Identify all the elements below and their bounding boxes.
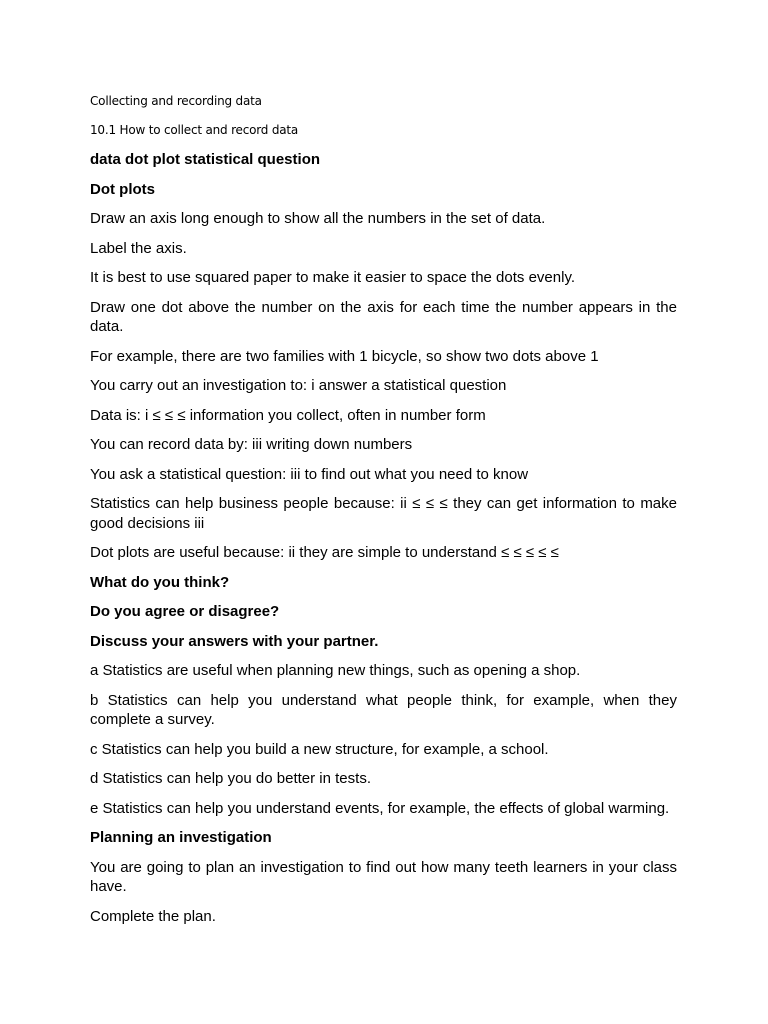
think-heading: What do you think? [90, 573, 230, 591]
matching-line: Data is: i ≤ ≤ ≤ information you collect, often in number form [90, 406, 486, 424]
planning-instruction: Complete the plan. [90, 907, 216, 925]
section-title: 10.1 How to collect and record data [90, 123, 299, 137]
statement-item: d Statistics can help you do better in tests. [90, 770, 371, 787]
chapter-title: Collecting and recording data [90, 94, 262, 108]
matching-line: Statistics can help business people because: ii ≤ ≤ ≤ they can get information to make good decisions iii [90, 495, 677, 532]
discuss-heading: Discuss your answers with your partner. [90, 632, 379, 650]
matching-line: You carry out an investigation to: i answer a statistical question [90, 377, 507, 394]
dot-plot-step: Draw one dot above the number on the axis for each time the number appears in the data. [90, 298, 677, 335]
dot-plot-step: It is best to use squared paper to make it easier to space the dots evenly. [90, 269, 575, 286]
matching-line: You can record data by: iii writing down numbers [90, 436, 413, 453]
dot-plot-example: For example, there are two families with 1 bicycle, so show two dots above 1 [90, 347, 599, 365]
key-words: data dot plot statistical question [90, 151, 321, 168]
planning-heading: Planning an investigation [90, 829, 272, 846]
agree-heading: Do you agree or disagree? [90, 603, 280, 620]
matching-line: Dot plots are useful because: ii they are simple to understand ≤ ≤ ≤ ≤ ≤ [90, 544, 559, 561]
planning-intro: You are going to plan an investigation to find out how many teeth learners in your class have. [90, 858, 677, 895]
document-body [90, 92, 677, 926]
dot-plot-step: Draw an axis long enough to show all the numbers in the set of data. [90, 210, 546, 227]
statement-item: b Statistics can help you understand what people think, for example, when they complete a survey. [90, 691, 677, 728]
dot-plots-heading: Dot plots [90, 180, 155, 198]
statement-item: a Statistics are useful when planning new things, such as opening a shop. [90, 662, 581, 679]
statement-item: c Statistics can help you build a new structure, for example, a school. [90, 740, 549, 758]
matching-line: You ask a statistical question: iii to find out what you need to know [90, 465, 529, 483]
dot-plot-step: Label the axis. [90, 239, 187, 257]
statement-item: e Statistics can help you understand events, for example, the effects of global warming. [90, 799, 670, 817]
